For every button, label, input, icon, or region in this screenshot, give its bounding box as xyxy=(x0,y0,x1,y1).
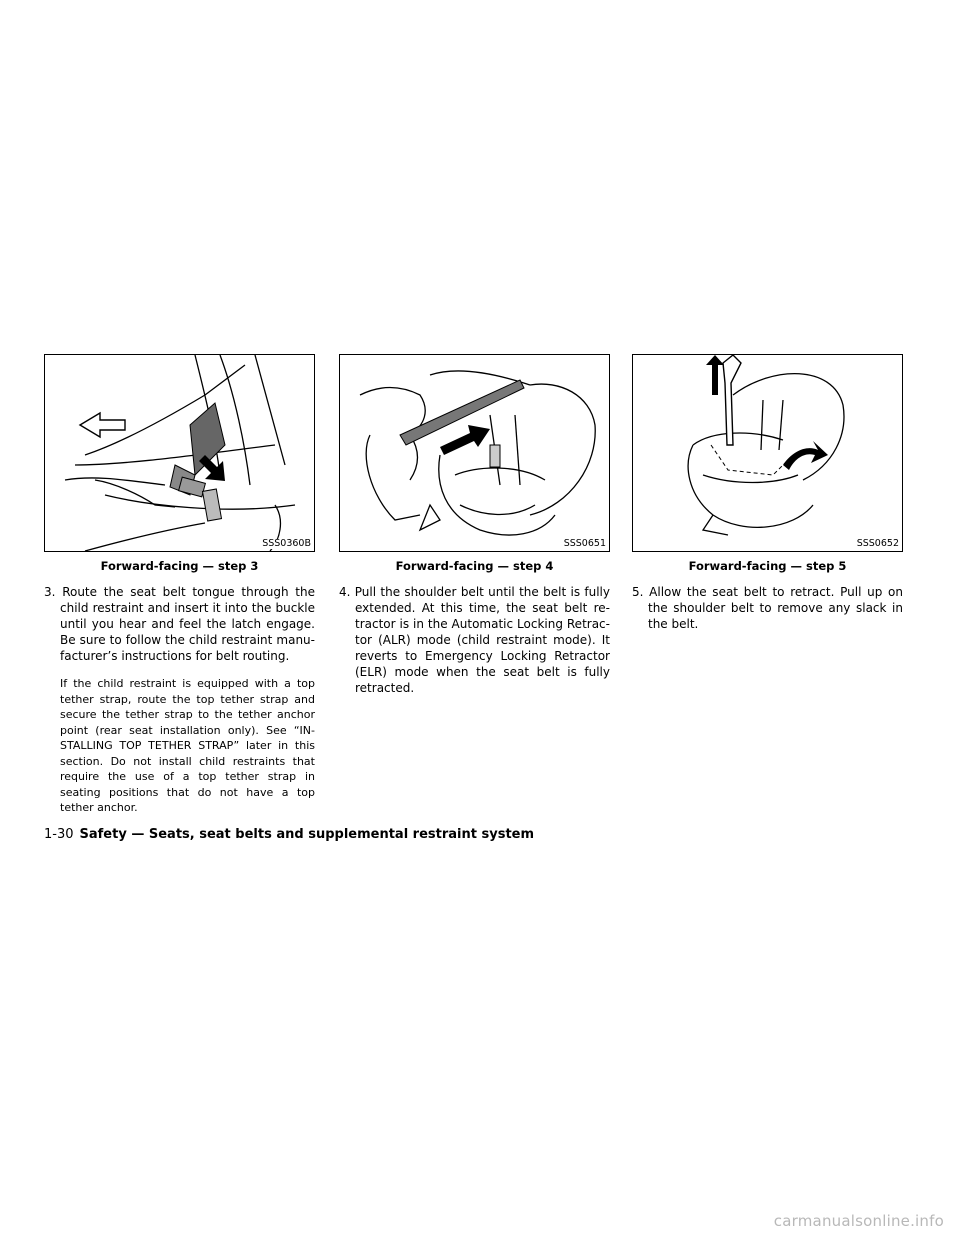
figure-caption: Forward-facing — step 5 xyxy=(688,559,847,573)
illustration-pull-shoulder-belt xyxy=(340,355,609,551)
column-step-4 xyxy=(339,354,610,696)
figure-step-4 xyxy=(339,354,610,552)
figure-caption: Forward-facing — step 4 xyxy=(395,559,554,573)
column-step-3 xyxy=(44,354,315,816)
page-number: 1-30 xyxy=(44,827,74,842)
figure-code: SSS0360B xyxy=(262,538,311,549)
watermark-text: carmanualsonline.info xyxy=(773,1212,944,1230)
page-footer xyxy=(44,826,534,844)
illustration-seat-belt-buckle xyxy=(45,355,314,551)
figure-code: SSS0652 xyxy=(856,538,899,549)
figure-caption: Forward-facing — step 3 xyxy=(100,559,259,573)
section-title: Safety — Seats, seat belts and supplemental restraint system xyxy=(79,827,535,842)
step-3-note: If the child restraint is equipped with a top tether strap, route the top tether strap and secure the tether strap to the tether anchor point (rear seat installation only). See “IN-STALLING TOP TETHER STRAP” later in this section. Do not install child restraints that require the use of a top tether strap in seating positions that do not have a top tether anchor. xyxy=(60,677,315,814)
step-4-text: 4. Pull the shoulder belt until the belt is fully extended. At this time, the seat belt re-tractor is in the Automatic Locking Retrac-tor (ALR) mode (child restraint mode). It reverts to Emergency Locking Retractor (ELR) mode when the seat belt is fully retracted. xyxy=(339,585,610,695)
figure-code: SSS0651 xyxy=(563,538,606,549)
figure-step-3 xyxy=(44,354,315,552)
illustration-retract-seat-belt xyxy=(633,355,902,551)
step-5-text: 5. Allow the seat belt to retract. Pull up on the shoulder belt to remove any slack in the belt. xyxy=(632,585,903,631)
step-3-text: 3. Route the seat belt tongue through the child restraint and insert it into the buckle until you hear and feel the latch engage. Be sure to follow the child restraint manu-facturer’s instructions for belt routing. xyxy=(44,585,315,663)
figure-step-5 xyxy=(632,354,903,552)
column-step-5 xyxy=(632,354,903,632)
